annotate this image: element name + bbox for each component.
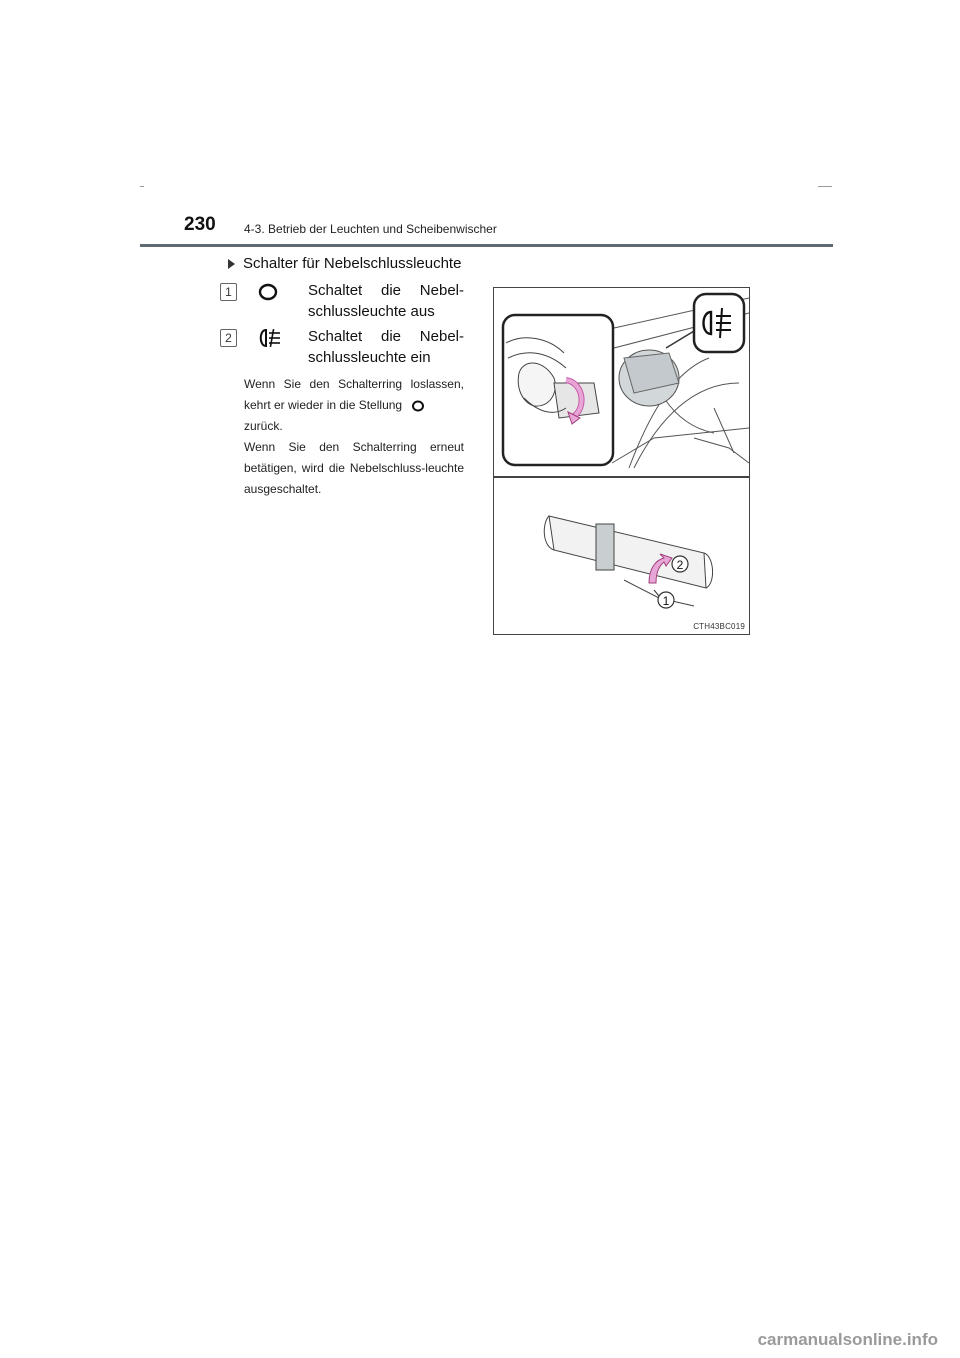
note-1-text: Wenn Sie den Schalterring loslassen, kehrt er wieder in die Stellung	[244, 377, 464, 412]
callout-1: 1	[662, 594, 670, 608]
step-1-text	[308, 280, 464, 322]
fog-lamp-off-inline-icon	[411, 400, 425, 412]
step-2-line2: schlussleuchte ein	[308, 349, 431, 366]
watermark-text: carmanualsonline.info	[757, 1330, 938, 1349]
bullet-triangle-icon	[228, 259, 235, 269]
fog-switch-heading	[228, 255, 461, 272]
fog-lamp-off-icon	[257, 283, 279, 301]
step-2-line1: Schaltet die Nebel-	[308, 328, 464, 345]
callout-2: 2	[676, 558, 684, 572]
figure-code: CTH43BC019	[693, 622, 745, 631]
note-release-ring	[244, 374, 464, 437]
note-press-again: Wenn Sie den Schalterring erneut betätigen, wird die Nebelschluss-leuchte ausgeschaltet.	[244, 440, 464, 496]
step-1-line2: schlussleuchte aus	[308, 303, 435, 320]
illustration-drawing	[494, 288, 750, 635]
header-rule	[140, 244, 833, 247]
note-1-tail: zurück.	[244, 419, 283, 433]
step-2-text	[308, 326, 464, 368]
section-title: 4-3. Betrieb der Leuchten und Scheibenwischer	[244, 222, 497, 236]
rear-fog-lamp-icon	[256, 327, 282, 349]
fog-switch-illustration	[493, 287, 750, 635]
heading-text: Schalter für Nebelschlussleuchte	[243, 255, 462, 272]
step-number-1: 1	[220, 283, 237, 301]
page-number: 230	[184, 214, 216, 235]
crop-mark-left	[140, 186, 144, 187]
crop-mark-right	[818, 186, 832, 187]
step-number-2: 2	[220, 329, 237, 347]
step-1-line1: Schaltet die Nebel-	[308, 282, 464, 299]
